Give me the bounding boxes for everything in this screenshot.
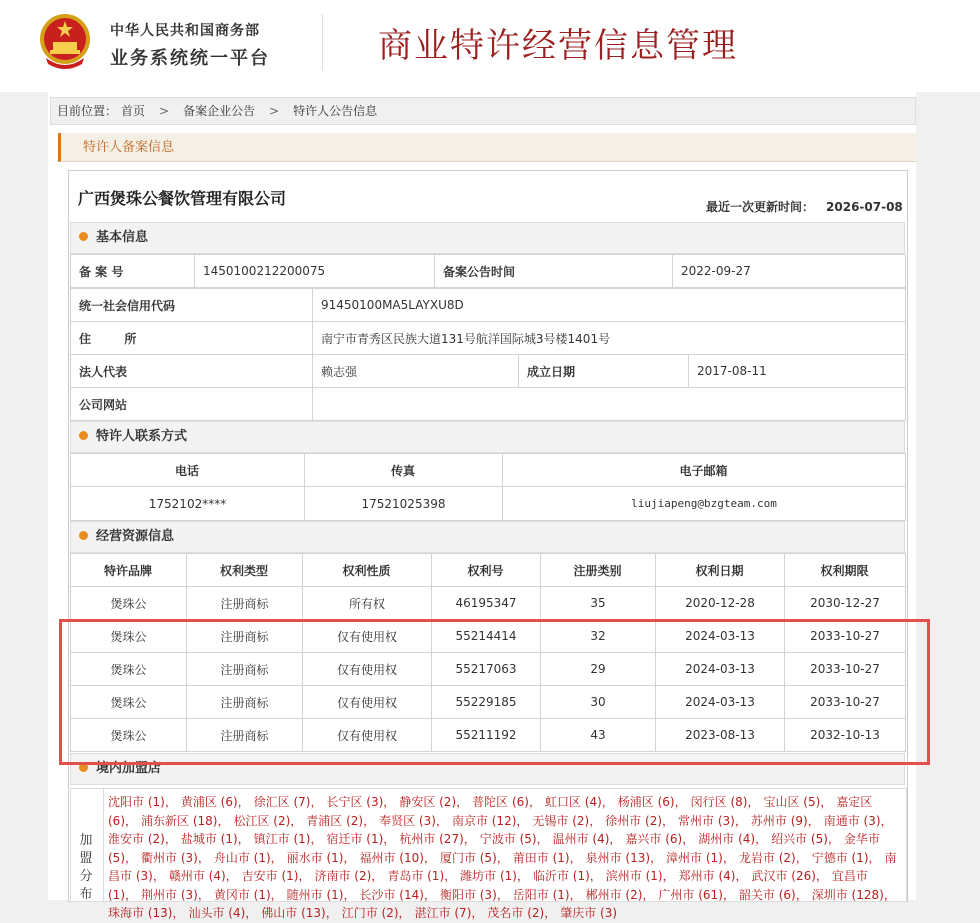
city-link[interactable]: 沈阳市 (1)， — [108, 795, 177, 809]
breadcrumb-prefix: 目前位置： — [57, 104, 118, 118]
city-link[interactable]: 丽水市 (1)， — [286, 850, 356, 865]
cell-right-type: 注册商标 — [187, 686, 303, 719]
city-link[interactable]: 无锡市 (2)， — [532, 813, 602, 828]
cell-right-no: 46195347 — [432, 587, 541, 620]
cell-right-no: 55217063 — [432, 653, 541, 686]
city-link[interactable]: 南昌市 (3)， — [108, 850, 897, 883]
cell-right-no: 55211192 — [432, 719, 541, 752]
city-link[interactable]: 徐州市 (2)， — [605, 813, 675, 828]
contact-header-phone: 电话 — [71, 454, 305, 487]
city-link[interactable]: 南京市 (12)， — [451, 813, 529, 828]
city-link[interactable]: 黄浦区 (6)， — [180, 795, 250, 809]
city-link[interactable]: 临沂市 (1)， — [532, 869, 602, 883]
city-link[interactable]: 徐汇区 (7)， — [253, 795, 323, 809]
basic-info-table-3 — [70, 354, 906, 421]
cell-right-term: 2033-10-27 — [785, 620, 906, 653]
cell-right-nature: 仅有使用权 — [303, 686, 432, 719]
col-right-date: 权利日期 — [656, 554, 785, 587]
basic-info-table-2 — [70, 288, 906, 355]
franchise-header — [70, 753, 905, 785]
cell-right-no: 55229185 — [432, 686, 541, 719]
last-update-label: 最近一次更新时间： — [706, 200, 815, 214]
cell-right-term: 2030-12-27 — [785, 587, 906, 620]
address-value: 南宁市青秀区民族大道131号航洋国际城3号楼1401号 — [313, 322, 906, 355]
cell-right-term: 2032-10-13 — [785, 719, 906, 752]
city-link[interactable]: 长沙市 (14)， — [359, 887, 436, 902]
credit-code-label: 统一社会信用代码 — [71, 289, 313, 322]
founded-label: 成立日期 — [519, 355, 689, 388]
section-title: 特许人备案信息 — [83, 140, 175, 155]
city-link[interactable]: 松江区 (2)， — [233, 813, 303, 828]
website-value — [313, 388, 906, 421]
contact-title: 特许人联系方式 — [96, 429, 188, 444]
cell-reg-class: 32 — [541, 620, 656, 653]
city-link[interactable]: 湖州市 (4)， — [698, 832, 768, 846]
city-link[interactable]: 肇庆市 (3) — [560, 906, 618, 920]
org-name-line2: 业务系统统一平台 — [110, 48, 270, 69]
city-link[interactable]: 厦门市 (5)， — [439, 850, 509, 865]
breadcrumb-current: 特许人公告信息 — [293, 104, 378, 118]
contact-table — [70, 453, 906, 521]
basic-info-header — [70, 222, 905, 254]
city-link[interactable]: 岳阳市 (1)， — [512, 887, 582, 902]
cell-right-date: 2024-03-13 — [656, 686, 785, 719]
city-link[interactable]: 广州市 (61)， — [658, 887, 735, 902]
city-link[interactable]: 漳州市 (1)， — [666, 850, 735, 865]
breadcrumb-home-link[interactable]: 首页 — [121, 104, 146, 118]
city-link[interactable]: 宿迁市 (1)， — [326, 832, 396, 846]
bullet-icon — [79, 232, 88, 241]
city-link[interactable]: 湛江市 (7)， — [414, 906, 484, 920]
col-right-type: 权利类型 — [187, 554, 303, 587]
site-header — [0, 0, 980, 92]
page-title: 商业特许经营信息管理 — [378, 26, 738, 66]
contact-fax: 17521025398 — [305, 487, 503, 521]
city-link[interactable]: 青浦区 (2)， — [306, 813, 376, 828]
resources-header — [70, 521, 905, 553]
city-link[interactable]: 金华市 (5)， — [108, 832, 880, 865]
city-link[interactable]: 苏州市 (9)， — [750, 813, 820, 828]
breadcrumb — [50, 97, 916, 125]
table-row — [71, 620, 906, 653]
cell-reg-class: 29 — [541, 653, 656, 686]
city-link[interactable]: 南通市 (3)， — [823, 813, 893, 828]
cell-right-type: 注册商标 — [187, 587, 303, 620]
bullet-icon — [79, 763, 88, 772]
cell-right-term: 2033-10-27 — [785, 686, 906, 719]
franchise-label — [71, 789, 104, 901]
franchise-label-char: 分 — [79, 869, 93, 884]
basic-info-table-1 — [70, 254, 906, 288]
national-emblem-icon — [38, 12, 92, 70]
contact-header-email: 电子邮箱 — [503, 454, 906, 487]
city-link[interactable]: 随州市 (1)， — [286, 887, 356, 902]
city-link[interactable]: 盐城市 (1)， — [180, 832, 250, 846]
cell-right-term: 2033-10-27 — [785, 653, 906, 686]
city-link[interactable]: 福州市 (10)， — [359, 850, 436, 865]
address-label: 住 所 — [71, 322, 313, 355]
city-link[interactable]: 舟山市 (1)， — [213, 850, 283, 865]
city-link[interactable]: 衢州市 (3)， — [141, 850, 210, 865]
city-link[interactable]: 镇江市 (1)， — [253, 832, 323, 846]
basic-info-title: 基本信息 — [96, 230, 149, 245]
city-link[interactable]: 佛山市 (13)， — [261, 906, 338, 920]
org-name-line1: 中华人民共和国商务部 — [110, 23, 260, 39]
city-link[interactable]: 莆田市 (1)， — [512, 850, 582, 865]
chevron-right-icon: > — [159, 104, 170, 118]
city-link[interactable]: 郑州市 (4)， — [678, 869, 748, 883]
city-link[interactable]: 珠海市 (13)， — [108, 906, 185, 920]
city-link[interactable]: 泉州市 (13)， — [585, 850, 663, 865]
city-link[interactable]: 郴州市 (2)， — [585, 887, 655, 902]
website-label: 公司网站 — [71, 388, 313, 421]
city-link[interactable]: 茂名市 (2)， — [487, 906, 557, 920]
city-list — [108, 793, 903, 923]
city-link[interactable]: 吉安市 (1)， — [241, 869, 311, 883]
city-link[interactable]: 普陀区 (6)， — [472, 795, 541, 809]
header-divider — [322, 14, 323, 70]
city-link[interactable]: 绍兴市 (5)， — [771, 832, 840, 846]
city-link[interactable]: 奉贤区 (3)， — [379, 813, 448, 828]
city-link[interactable]: 济南市 (2)， — [314, 869, 384, 883]
cell-right-date: 2023-08-13 — [656, 719, 785, 752]
legal-rep-value: 赖志强 — [313, 355, 519, 388]
city-link[interactable]: 杭州市 (27)， — [399, 832, 476, 846]
city-link[interactable]: 龙岩市 (2)， — [738, 850, 808, 865]
last-update-value: 2026-07-08 — [826, 200, 903, 214]
city-link[interactable]: 宝山区 (5)， — [763, 795, 833, 809]
breadcrumb-record-link[interactable]: 备案企业公告 — [183, 104, 256, 118]
credit-code-value: 91450100MA5LAYXU8D — [313, 289, 906, 322]
record-no-label: 备 案 号 — [71, 255, 195, 288]
cell-brand: 煲珠公 — [71, 587, 187, 620]
city-link[interactable]: 宁波市 (5)， — [479, 832, 549, 846]
company-name: 广西煲珠公餐饮管理有限公司 — [78, 189, 287, 208]
cell-brand: 煲珠公 — [71, 653, 187, 686]
cell-right-nature: 所有权 — [303, 587, 432, 620]
resources-title: 经营资源信息 — [96, 529, 175, 544]
col-right-term: 权利期限 — [785, 554, 906, 587]
cell-reg-class: 30 — [541, 686, 656, 719]
cell-right-type: 注册商标 — [187, 719, 303, 752]
city-link[interactable]: 杨浦区 (6)， — [617, 795, 687, 809]
cell-right-nature: 仅有使用权 — [303, 620, 432, 653]
contact-header-fax: 传真 — [305, 454, 503, 487]
city-link[interactable]: 深圳市 (128)， — [811, 887, 896, 902]
city-link[interactable]: 常州市 (3)， — [678, 813, 747, 828]
cell-right-date: 2024-03-13 — [656, 653, 785, 686]
city-link[interactable]: 潍坊市 (1)， — [460, 869, 529, 883]
contact-phone: 1752102**** — [71, 487, 305, 521]
city-link[interactable]: 静安区 (2)， — [399, 795, 469, 809]
resources-header-row — [71, 554, 906, 587]
bullet-icon — [79, 531, 88, 540]
city-link[interactable]: 闵行区 (8)， — [690, 795, 760, 809]
city-link[interactable]: 黄冈市 (1)， — [213, 887, 283, 902]
contact-header — [70, 421, 905, 453]
franchise-distribution — [70, 788, 907, 920]
table-row — [71, 686, 906, 719]
last-update — [706, 198, 903, 215]
chevron-right-icon: > — [269, 104, 280, 118]
cell-brand: 煲珠公 — [71, 686, 187, 719]
bullet-icon — [79, 431, 88, 440]
cell-right-date: 2020-12-28 — [656, 587, 785, 620]
city-link[interactable]: 宜昌市 (1)， — [108, 869, 868, 902]
franchise-title: 境内加盟店 — [96, 761, 162, 776]
city-link[interactable]: 青岛市 (1)， — [387, 869, 457, 883]
cell-right-type: 注册商标 — [187, 620, 303, 653]
resources-table — [70, 553, 906, 752]
city-link[interactable]: 长宁区 (3)， — [326, 795, 396, 809]
franchise-label-char: 盟 — [79, 851, 93, 866]
cell-right-no: 55214414 — [432, 620, 541, 653]
col-right-nature: 权利性质 — [303, 554, 432, 587]
announce-time-value: 2022-09-27 — [673, 255, 906, 288]
legal-rep-label: 法人代表 — [71, 355, 313, 388]
city-link[interactable]: 韶关市 (6)， — [738, 887, 808, 902]
city-link[interactable]: 宁德市 (1)， — [811, 850, 881, 865]
cell-right-nature: 仅有使用权 — [303, 719, 432, 752]
city-link[interactable]: 虹口区 (4)， — [544, 795, 614, 809]
cell-brand: 煲珠公 — [71, 719, 187, 752]
table-row — [71, 653, 906, 686]
city-link[interactable]: 赣州市 (4)， — [168, 869, 238, 883]
col-right-no: 权利号 — [432, 554, 541, 587]
franchise-label-char: 布 — [79, 887, 93, 902]
city-link[interactable]: 浦东新区 (18)， — [141, 813, 230, 828]
city-link[interactable]: 汕头市 (4)， — [188, 906, 258, 920]
cell-right-type: 注册商标 — [187, 653, 303, 686]
cell-reg-class: 35 — [541, 587, 656, 620]
cell-right-nature: 仅有使用权 — [303, 653, 432, 686]
table-row — [71, 587, 906, 620]
city-link[interactable]: 江门市 (2)， — [341, 906, 411, 920]
section-header-franchisor — [58, 133, 917, 162]
record-no-value: 1450100212200075 — [195, 255, 435, 288]
contact-email: liujiapeng@bzgteam.com — [503, 487, 906, 521]
table-row — [71, 719, 906, 752]
cell-reg-class: 43 — [541, 719, 656, 752]
city-link[interactable]: 荆州市 (3)， — [141, 887, 210, 902]
city-link[interactable]: 滨州市 (1)， — [605, 869, 675, 883]
city-link[interactable]: 温州市 (4)， — [552, 832, 622, 846]
cell-brand: 煲珠公 — [71, 620, 187, 653]
city-link[interactable]: 武汉市 (26)， — [751, 869, 828, 883]
city-link[interactable]: 淮安市 (2)， — [108, 832, 177, 846]
city-link[interactable]: 衡阳市 (3)， — [439, 887, 509, 902]
franchise-label-char: 加 — [79, 833, 93, 848]
col-brand: 特许品牌 — [71, 554, 187, 587]
city-link[interactable]: 嘉兴市 (6)， — [625, 832, 695, 846]
announce-time-label: 备案公告时间 — [435, 255, 673, 288]
cell-right-date: 2024-03-13 — [656, 620, 785, 653]
city-link[interactable]: 嘉定区 (6)， — [108, 795, 873, 828]
col-reg-class: 注册类别 — [541, 554, 656, 587]
founded-value: 2017-08-11 — [689, 355, 906, 388]
